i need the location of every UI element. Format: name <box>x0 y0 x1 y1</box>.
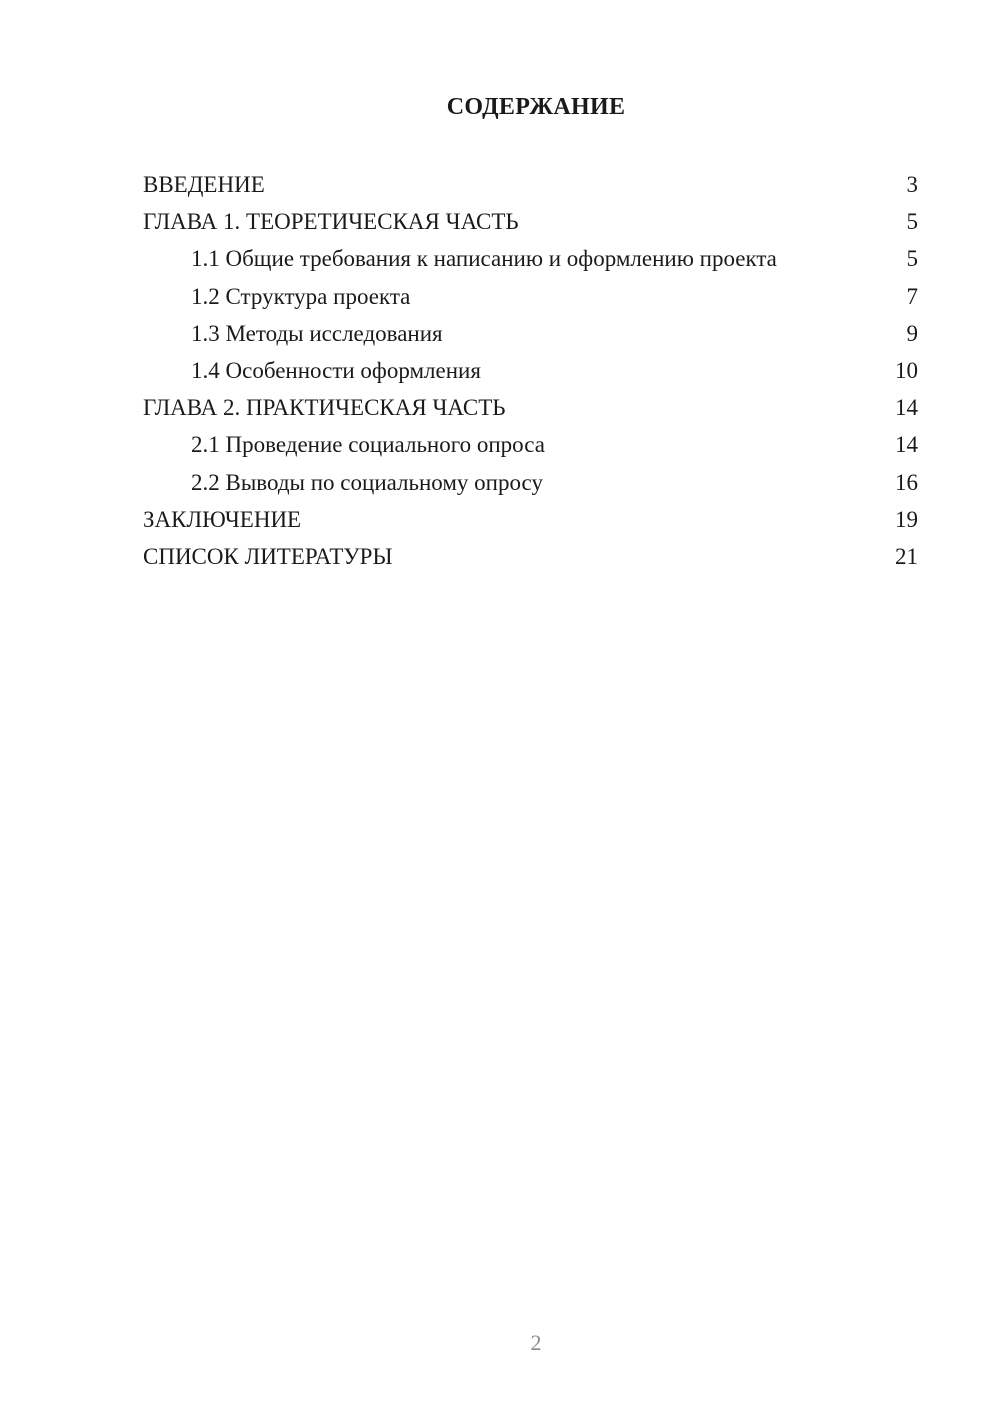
toc-entry-chapter-1 <box>143 203 918 240</box>
toc-entry-label: ГЛАВА 2. ПРАКТИЧЕСКАЯ ЧАСТЬ <box>143 395 506 421</box>
toc-entry-label: ГЛАВА 1. ТЕОРЕТИЧЕСКАЯ ЧАСТЬ <box>143 209 519 235</box>
toc-entry-label: 1.4 Особенности оформления <box>191 357 481 383</box>
toc-entry-label: 2.2 Выводы по социальному опросу <box>191 469 543 495</box>
page-number: 2 <box>530 1330 542 1355</box>
toc-entry-page: 5 <box>906 209 918 235</box>
toc-entry-references <box>143 538 918 575</box>
toc-entry-page: 3 <box>906 172 918 197</box>
toc-entry-section-1-4 <box>143 352 918 389</box>
toc-entry-label: ВВЕДЕНИЕ <box>143 172 265 197</box>
toc-entry-label: СПИСОК ЛИТЕРАТУРЫ <box>143 543 393 569</box>
toc-entry-section-1-2 <box>143 278 918 315</box>
toc-entry-label: 2.1 Проведение социального опроса <box>191 432 545 458</box>
toc-entry-page: 19 <box>895 506 918 532</box>
toc-entry-label: 1.2 Структура проекта <box>191 283 411 309</box>
toc-entry-page: 21 <box>895 543 918 569</box>
toc-entry-chapter-2 <box>143 389 918 426</box>
toc-entry-page: 10 <box>895 357 918 383</box>
toc-entry-page: 14 <box>895 395 918 421</box>
toc-entry-section-2-2 <box>143 464 918 501</box>
toc-entry-page: 16 <box>895 469 918 495</box>
toc-entry-label: 1.3 Методы исследования <box>191 320 443 346</box>
page-title: СОДЕРЖАНИЕ <box>446 94 626 120</box>
toc-entry-section-2-1 <box>143 426 918 463</box>
toc-entry-page: 9 <box>906 320 918 346</box>
toc-entry-page: 5 <box>906 246 918 272</box>
toc-entry-introduction <box>143 166 918 203</box>
toc-entry-conclusion <box>143 501 918 538</box>
table-of-contents <box>143 166 918 575</box>
toc-entry-section-1-3 <box>143 315 918 352</box>
toc-entry-page: 7 <box>906 283 918 309</box>
toc-entry-page: 14 <box>895 432 918 458</box>
toc-entry-section-1-1 <box>143 240 918 277</box>
toc-entry-label: ЗАКЛЮЧЕНИЕ <box>143 506 302 532</box>
toc-entry-label: 1.1 Общие требования к написанию и оформлению проекта <box>191 246 777 272</box>
